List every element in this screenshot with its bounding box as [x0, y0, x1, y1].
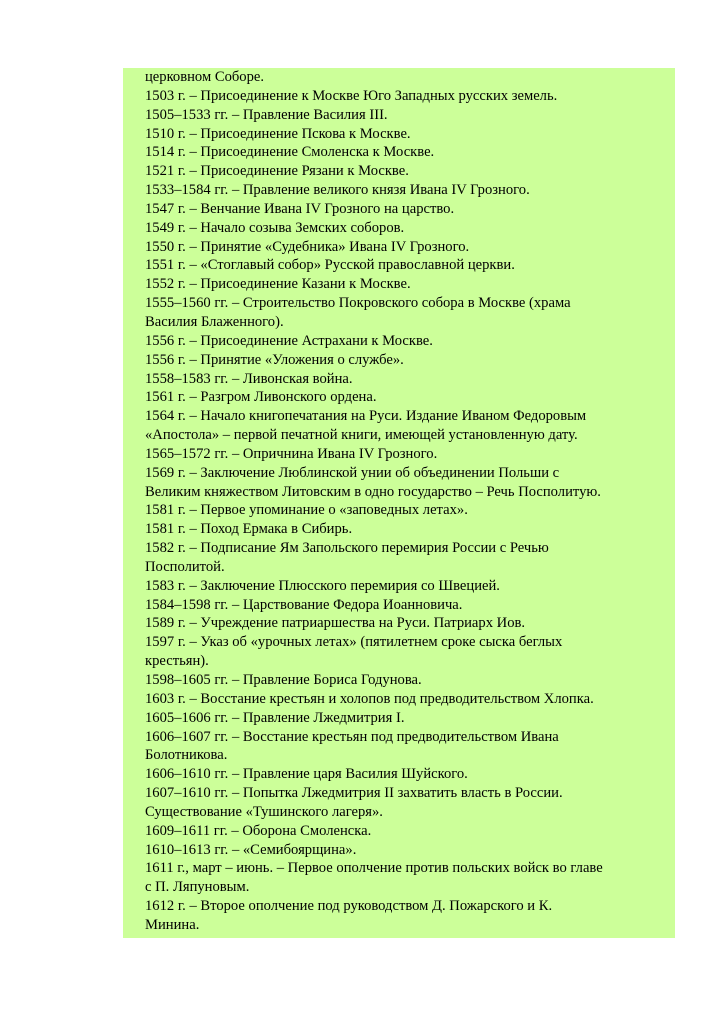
text-line: 1603 г. – Восстание крестьян и холопов под предводительством Хлопка. — [145, 690, 594, 707]
text-line: 1551 г. – «Стоглавый собор» Русской православной церкви. — [145, 257, 515, 274]
text-line: 1581 г. – Поход Ермака в Сибирь. — [145, 521, 353, 538]
text-line: 1555–1560 гг. – Строительство Покровского собора в Москве (храма — [145, 295, 571, 312]
text-line: Василия Блаженного). — [145, 313, 284, 330]
text-line: 1589 г. – Учреждение патриаршества на Руси. Патриарх Иов. — [145, 615, 526, 632]
chronology-text-block — [123, 68, 675, 938]
text-line: 1584–1598 гг. – Царствование Федора Иоанновича. — [145, 596, 463, 613]
text-line: церковном Соборе. — [145, 69, 265, 85]
text-line: 1610–1613 гг. – «Семибоярщина». — [145, 841, 357, 858]
text-line: 1583 г. – Заключение Плюсского перемирия со Швецией. — [145, 577, 500, 594]
text-line: 1605–1606 гг. – Правление Лжедмитрия I. — [145, 709, 405, 726]
text-line: 1550 г. – Принятие «Судебника» Ивана IV Грозного. — [145, 238, 470, 255]
text-line: 1564 г. – Начало книгопечатания на Руси. Издание Иваном Федоровым — [145, 408, 587, 425]
text-line: 1510 г. – Присоединение Пскова к Москве. — [145, 125, 411, 142]
text-line: 1606–1607 гг. – Восстание крестьян под предводительством Ивана — [145, 728, 559, 745]
text-line: 1556 г. – Принятие «Уложения о службе». — [145, 351, 404, 368]
text-line: Великим княжеством Литовским в одно государство – Речь Посполитую. — [145, 483, 601, 500]
text-line: 1582 г. – Подписание Ям Запольского перемирия России с Речью — [145, 540, 549, 557]
text-line: 1505–1533 гг. – Правление Василия III. — [145, 106, 388, 123]
text-line: Посполитой. — [145, 558, 225, 575]
text-line: 1565–1572 гг. – Опричнина Ивана IV Грозного. — [145, 445, 438, 462]
text-line: 1612 г. – Второе ополчение под руководством Д. Пожарского и К. — [145, 898, 553, 915]
text-line: 1609–1611 гг. – Оборона Смоленска. — [145, 822, 372, 839]
text-line: 1561 г. – Разгром Ливонского ордена. — [145, 389, 377, 406]
text-line: 1533–1584 гг. – Правление великого князя Ивана IV Грозного. — [145, 182, 530, 199]
text-line: 1549 г. – Начало созыва Земских соборов. — [145, 219, 405, 236]
text-line: 1503 г. – Присоединение к Москве Юго Западных русских земель. — [145, 87, 558, 104]
text-line: 1514 г. – Присоединение Смоленска к Москве. — [145, 144, 435, 161]
text-line: 1581 г. – Первое упоминание о «заповедных летах». — [145, 502, 468, 519]
text-line: 1558–1583 гг. – Ливонская война. — [145, 370, 353, 387]
text-line: 1607–1610 гг. – Попытка Лжедмитрия II захватить власть в России. — [145, 785, 563, 802]
text-line: 1606–1610 гг. – Правление царя Василия Шуйского. — [145, 766, 468, 783]
text-line: 1569 г. – Заключение Люблинской унии об объединении Польши с — [145, 464, 560, 481]
text-line: крестьян). — [145, 653, 209, 670]
text-line: 1556 г. – Присоединение Астрахани к Москве. — [145, 332, 433, 349]
text-line: 1598–1605 гг. – Правление Бориса Годунова. — [145, 672, 422, 688]
text-line: 1552 г. – Присоединение Казани к Москве. — [145, 276, 411, 293]
text-line: «Апостола» – первой печатной книги, имеющей установленную дату. — [145, 427, 578, 444]
text-line: Минина. — [145, 916, 200, 933]
text-line: 1611 г., март – июнь. – Первое ополчение против польских войск во главе — [145, 860, 603, 877]
text-line: с П. Ляпуновым. — [145, 879, 250, 896]
text-line: Существование «Тушинского лагеря». — [145, 803, 383, 820]
text-line: 1521 г. – Присоединение Рязани к Москве. — [145, 163, 409, 180]
text-line: Болотникова. — [145, 747, 228, 764]
text-line: 1547 г. – Венчание Ивана IV Грозного на царство. — [145, 200, 455, 217]
text-line: 1597 г. – Указ об «урочных летах» (пятилетнем сроке сыска беглых — [145, 634, 563, 651]
